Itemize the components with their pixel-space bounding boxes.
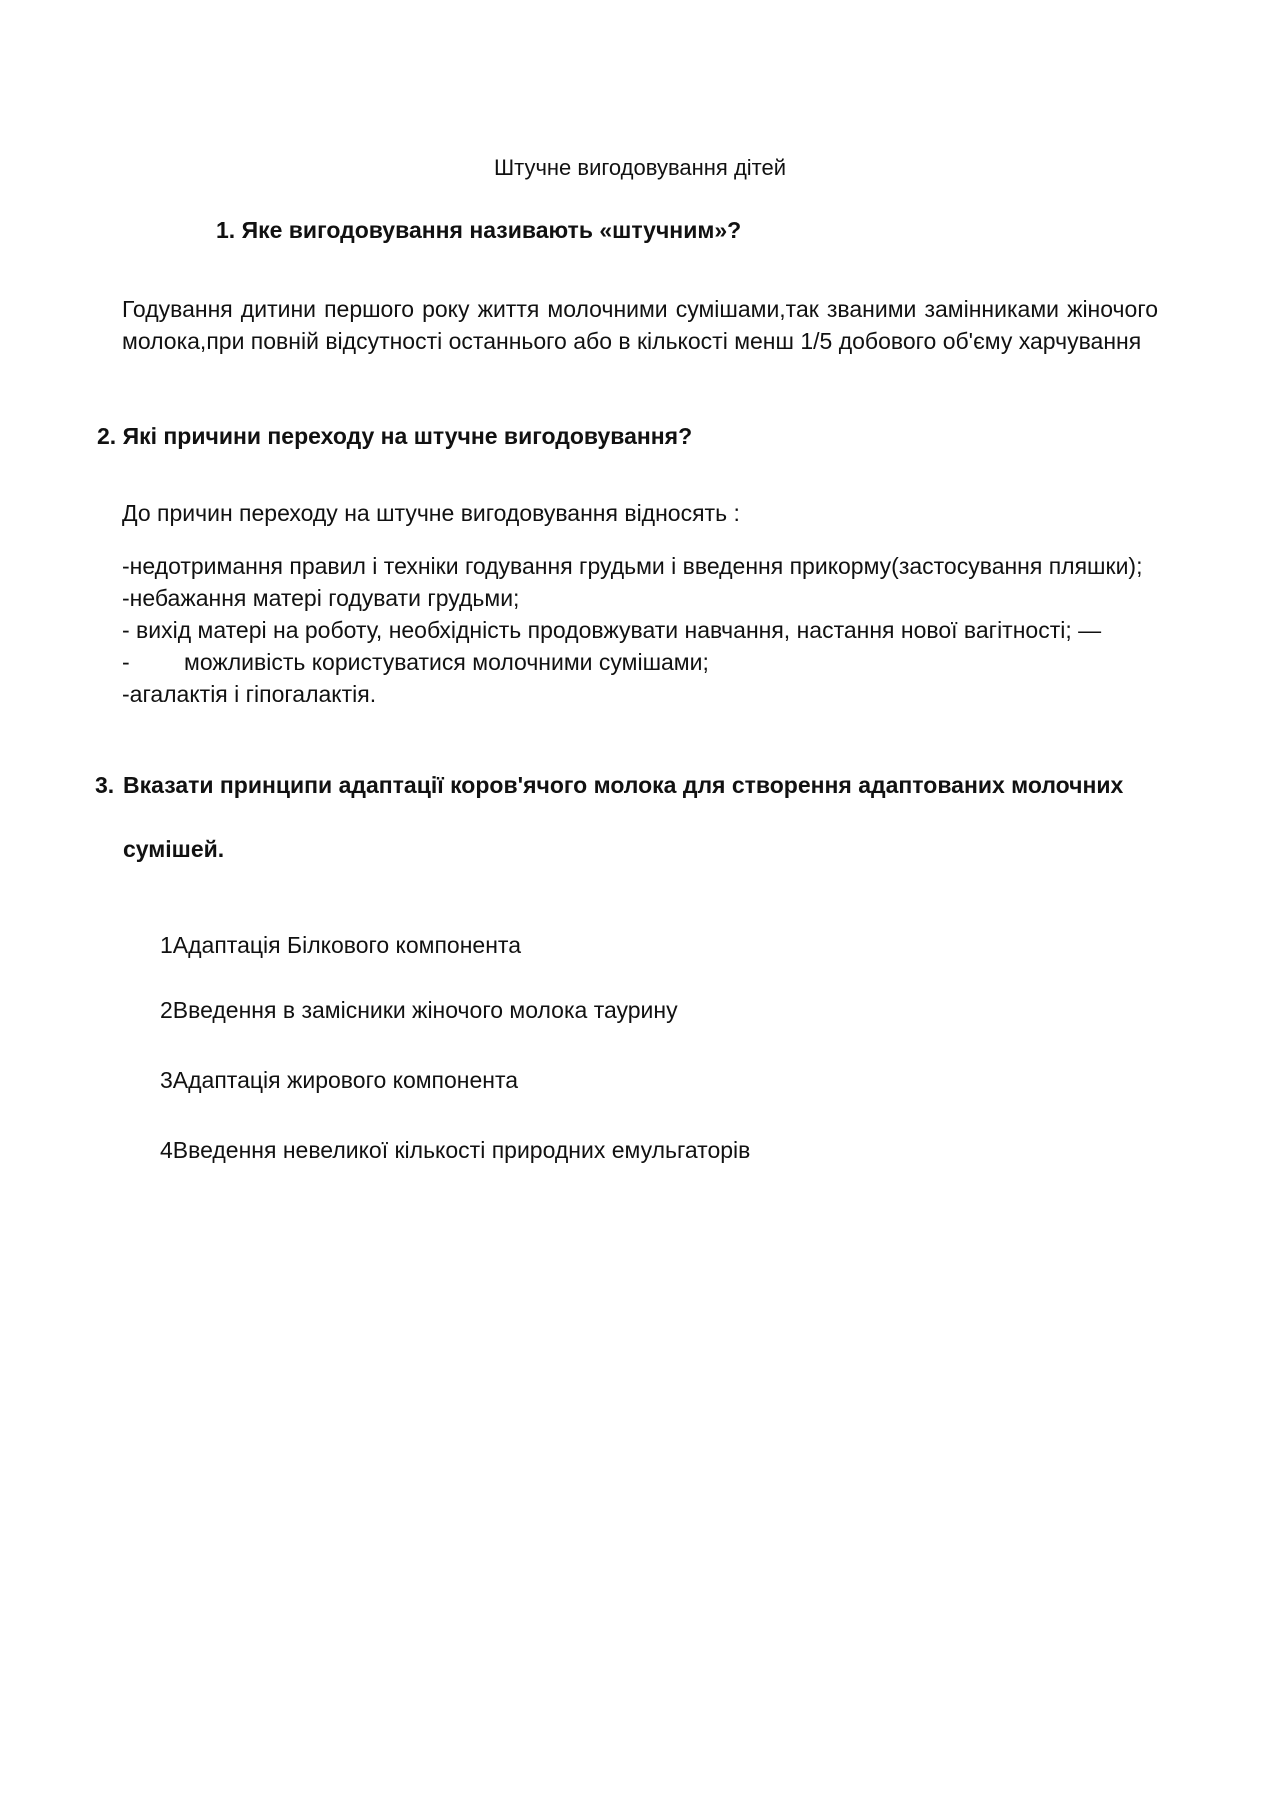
reason-item: -небажання матері годувати грудьми; xyxy=(122,585,520,611)
reasons-list xyxy=(122,550,1162,710)
answer-1-paragraph: Годування дитини першого року життя молочними сумішами,так званими замінниками жіночого молока,при повній відсутності останнього або в кількості менш 1/5 добового об'єму харчування xyxy=(122,296,1158,354)
document-title: Штучне вигодовування дітей xyxy=(493,155,787,180)
reason-dash: - xyxy=(122,649,130,675)
reason-item xyxy=(122,646,1162,678)
principle-item: 1Адаптація Білкового компонента xyxy=(160,932,521,958)
reason-item: -агалактія і гіпогалактія. xyxy=(122,681,377,707)
question-3-text: Вказати принципи адаптації коров'ячого молока для створення адаптованих молочних xyxy=(123,772,1124,798)
principle-item: 2Введення в замісники жіночого молока таурину xyxy=(160,997,678,1023)
reason-item: - вихід матері на роботу, необхідність продовжувати навчання, настання нової вагітності; — xyxy=(122,617,1102,643)
answer-2-intro: До причин переходу на штучне вигодовування відносять : xyxy=(122,500,740,526)
question-3-heading-continued: сумішей. xyxy=(123,836,225,862)
question-1-heading: 1. Яке вигодовування називають «штучним»? xyxy=(216,217,742,243)
reason-item: -недотримання правил і техніки годування грудьми і введення прикорму(застосування пляшки); xyxy=(122,553,1143,579)
question-2-heading: 2. Які причини переходу на штучне вигодовування? xyxy=(97,423,693,449)
principle-item: 4Введення невеликої кількості природних емульгаторів xyxy=(160,1137,751,1163)
question-3-number: 3. xyxy=(95,772,115,798)
reason-text: можливість користуватися молочними сумішами; xyxy=(184,649,709,675)
principle-item: 3Адаптація жирового компонента xyxy=(160,1067,519,1093)
question-3-heading xyxy=(95,772,1123,799)
